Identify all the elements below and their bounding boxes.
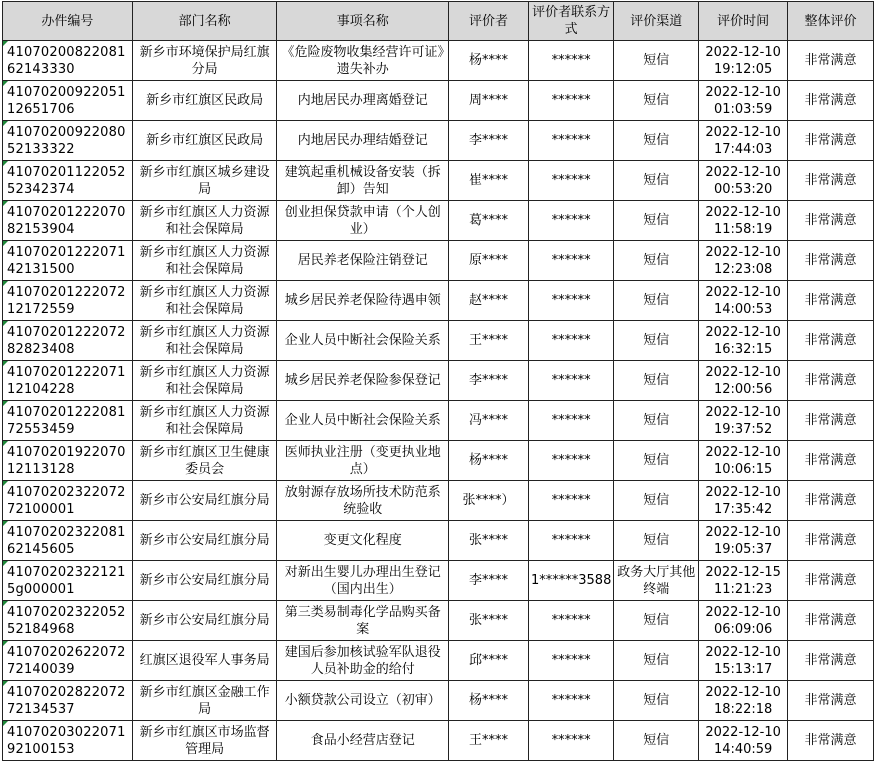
rating-cell: 非常满意 [788, 441, 874, 481]
item-cell: 对新出生婴儿办理出生登记（国内出生） [277, 561, 449, 601]
rating-cell: 非常满意 [788, 161, 874, 201]
department-cell: 新乡市红旗区人力资源和社会保障局 [132, 401, 277, 441]
id-text: 4107020092205112651706 [7, 84, 126, 117]
id-cell [3, 441, 133, 481]
table-row [3, 561, 874, 601]
id-text: 4107020112205252342374 [7, 164, 126, 197]
evaluator-cell: 崔**** [449, 161, 529, 201]
rating-cell: 非常满意 [788, 601, 874, 641]
time-cell: 2022-12-10 19:12:05 [699, 41, 788, 81]
department-cell: 新乡市公安局红旗分局 [132, 561, 277, 601]
contact-cell: ****** [528, 281, 613, 321]
rating-cell: 非常满意 [788, 241, 874, 281]
contact-cell: ****** [528, 681, 613, 721]
id-cell [3, 601, 133, 641]
rating-cell: 非常满意 [788, 321, 874, 361]
cell-note-marker-icon [3, 721, 8, 726]
contact-cell: ****** [528, 121, 613, 161]
rating-cell: 非常满意 [788, 41, 874, 81]
item-cell: 内地居民办理离婚登记 [277, 81, 449, 121]
id-text: 4107020302207192100153 [7, 724, 126, 757]
id-cell [3, 361, 133, 401]
evaluator-cell: 冯**** [449, 401, 529, 441]
evaluator-cell: 杨**** [449, 41, 529, 81]
contact-cell: ****** [528, 81, 613, 121]
rating-cell: 非常满意 [788, 721, 874, 761]
time-cell: 2022-12-10 15:13:17 [699, 641, 788, 681]
table-row [3, 521, 874, 561]
cell-note-marker-icon [3, 361, 8, 366]
contact-cell: ****** [528, 721, 613, 761]
id-text: 4107020122207212172559 [7, 284, 126, 317]
rating-cell: 非常满意 [788, 521, 874, 561]
id-text: 4107020122207082153904 [7, 204, 126, 237]
evaluator-cell: 张**** [449, 521, 529, 561]
channel-cell: 短信 [614, 281, 699, 321]
id-text: 4107020092208052133322 [7, 124, 126, 157]
item-cell: 《危险废物收集经营许可证》遗失补办 [277, 41, 449, 81]
time-cell: 2022-12-10 17:44:03 [699, 121, 788, 161]
id-text: 4107020262207272140039 [7, 644, 126, 677]
department-cell: 新乡市红旗区人力资源和社会保障局 [132, 321, 277, 361]
table-row [3, 121, 874, 161]
id-cell [3, 401, 133, 441]
item-cell: 企业人员中断社会保险关系 [277, 321, 449, 361]
id-text: 4107020082208162143330 [7, 44, 126, 77]
evaluator-cell: 张****） [449, 481, 529, 521]
id-text: 4107020122208172553459 [7, 404, 126, 437]
evaluator-cell: 杨**** [449, 441, 529, 481]
header-evaluator: 评价者 [449, 2, 529, 41]
table-row [3, 641, 874, 681]
id-cell [3, 121, 133, 161]
id-text: 410702023221215g000001 [7, 564, 126, 597]
id-text: 4107020122207112104228 [7, 364, 126, 397]
evaluator-cell: 李**** [449, 121, 529, 161]
table-row [3, 481, 874, 521]
item-cell: 城乡居民养老保险待遇申领 [277, 281, 449, 321]
header-department: 部门名称 [132, 2, 277, 41]
channel-cell: 短信 [614, 361, 699, 401]
department-cell: 新乡市红旗区民政局 [132, 81, 277, 121]
table-row [3, 401, 874, 441]
department-cell: 新乡市红旗区市场监督管理局 [132, 721, 277, 761]
contact-cell: ****** [528, 521, 613, 561]
id-cell [3, 641, 133, 681]
rating-cell: 非常满意 [788, 81, 874, 121]
evaluator-cell: 张**** [449, 601, 529, 641]
time-cell: 2022-12-10 01:03:59 [699, 81, 788, 121]
item-cell: 小额贷款公司设立（初审） [277, 681, 449, 721]
item-cell: 变更文化程度 [277, 521, 449, 561]
department-cell: 新乡市红旗区人力资源和社会保障局 [132, 281, 277, 321]
cell-note-marker-icon [3, 401, 8, 406]
contact-cell: ****** [528, 41, 613, 81]
header-row [3, 2, 874, 41]
time-cell: 2022-12-10 19:37:52 [699, 401, 788, 441]
channel-cell: 短信 [614, 121, 699, 161]
header-channel: 评价渠道 [614, 2, 699, 41]
department-cell: 新乡市公安局红旗分局 [132, 521, 277, 561]
cell-note-marker-icon [3, 601, 8, 606]
time-cell: 2022-12-10 06:09:06 [699, 601, 788, 641]
time-cell: 2022-12-10 17:35:42 [699, 481, 788, 521]
cell-note-marker-icon [3, 201, 8, 206]
item-cell: 食品小经营店登记 [277, 721, 449, 761]
cell-note-marker-icon [3, 441, 8, 446]
id-cell [3, 201, 133, 241]
channel-cell: 短信 [614, 521, 699, 561]
channel-cell: 短信 [614, 601, 699, 641]
cell-note-marker-icon [3, 641, 8, 646]
table-row [3, 41, 874, 81]
department-cell: 新乡市红旗区人力资源和社会保障局 [132, 361, 277, 401]
evaluator-cell: 邱**** [449, 641, 529, 681]
contact-cell: ****** [528, 361, 613, 401]
department-cell: 红旗区退役军人事务局 [132, 641, 277, 681]
channel-cell: 短信 [614, 321, 699, 361]
department-cell: 新乡市红旗区人力资源和社会保障局 [132, 201, 277, 241]
cell-note-marker-icon [3, 241, 8, 246]
channel-cell: 短信 [614, 681, 699, 721]
department-cell: 新乡市红旗区城乡建设局 [132, 161, 277, 201]
id-cell [3, 681, 133, 721]
id-cell [3, 481, 133, 521]
item-cell: 建国后参加核试验军队退役人员补助金的给付 [277, 641, 449, 681]
time-cell: 2022-12-10 11:58:19 [699, 201, 788, 241]
time-cell: 2022-12-10 18:22:18 [699, 681, 788, 721]
cell-note-marker-icon [3, 281, 8, 286]
item-cell: 城乡居民养老保险参保登记 [277, 361, 449, 401]
header-contact: 评价者联系方式 [528, 2, 613, 41]
id-text: 4107020282207272134537 [7, 684, 126, 717]
contact-cell: 1******3588 [528, 561, 613, 601]
channel-cell: 短信 [614, 721, 699, 761]
channel-cell: 短信 [614, 241, 699, 281]
rating-cell: 非常满意 [788, 201, 874, 241]
table-row [3, 161, 874, 201]
contact-cell: ****** [528, 441, 613, 481]
time-cell: 2022-12-10 10:06:15 [699, 441, 788, 481]
contact-cell: ****** [528, 481, 613, 521]
rating-cell: 非常满意 [788, 561, 874, 601]
table-row [3, 281, 874, 321]
channel-cell: 短信 [614, 81, 699, 121]
channel-cell: 短信 [614, 41, 699, 81]
cell-note-marker-icon [3, 81, 8, 86]
item-cell: 企业人员中断社会保险关系 [277, 401, 449, 441]
id-text: 4107020232208162145605 [7, 524, 126, 557]
header-rating: 整体评价 [788, 2, 874, 41]
contact-cell: ****** [528, 601, 613, 641]
channel-cell: 短信 [614, 481, 699, 521]
id-text: 4107020232207272100001 [7, 484, 126, 517]
id-cell [3, 241, 133, 281]
rating-cell: 非常满意 [788, 361, 874, 401]
evaluator-cell: 李**** [449, 561, 529, 601]
rating-cell: 非常满意 [788, 121, 874, 161]
header-item: 事项名称 [277, 2, 449, 41]
department-cell: 新乡市红旗区金融工作局 [132, 681, 277, 721]
rating-cell: 非常满意 [788, 681, 874, 721]
id-cell [3, 161, 133, 201]
contact-cell: ****** [528, 241, 613, 281]
department-cell: 新乡市红旗区卫生健康委员会 [132, 441, 277, 481]
time-cell: 2022-12-15 11:21:23 [699, 561, 788, 601]
item-cell: 医师执业注册（变更执业地点） [277, 441, 449, 481]
table-row [3, 721, 874, 761]
id-cell [3, 561, 133, 601]
id-cell [3, 41, 133, 81]
evaluator-cell: 杨**** [449, 681, 529, 721]
id-cell [3, 321, 133, 361]
evaluator-cell: 周**** [449, 81, 529, 121]
time-cell: 2022-12-10 19:05:37 [699, 521, 788, 561]
id-text: 4107020192207012113128 [7, 444, 126, 477]
id-text: 4107020122207142131500 [7, 244, 126, 277]
contact-cell: ****** [528, 641, 613, 681]
table-row [3, 361, 874, 401]
evaluator-cell: 王**** [449, 321, 529, 361]
channel-cell: 短信 [614, 401, 699, 441]
evaluation-table [2, 1, 874, 761]
item-cell: 第三类易制毒化学品购买备案 [277, 601, 449, 641]
time-cell: 2022-12-10 14:00:53 [699, 281, 788, 321]
table-row [3, 201, 874, 241]
evaluator-cell: 李**** [449, 361, 529, 401]
header-time: 评价时间 [699, 2, 788, 41]
channel-cell: 短信 [614, 161, 699, 201]
channel-cell: 短信 [614, 201, 699, 241]
id-text: 4107020122207282823408 [7, 324, 126, 357]
id-text: 4107020232205252184968 [7, 604, 126, 637]
evaluator-cell: 赵**** [449, 281, 529, 321]
cell-note-marker-icon [3, 481, 8, 486]
department-cell: 新乡市环境保护局红旗分局 [132, 41, 277, 81]
table-row [3, 321, 874, 361]
table-row [3, 441, 874, 481]
evaluator-cell: 原**** [449, 241, 529, 281]
cell-note-marker-icon [3, 681, 8, 686]
item-cell: 创业担保贷款申请（个人创业） [277, 201, 449, 241]
cell-note-marker-icon [3, 321, 8, 326]
department-cell: 新乡市公安局红旗分局 [132, 481, 277, 521]
time-cell: 2022-12-10 00:53:20 [699, 161, 788, 201]
contact-cell: ****** [528, 321, 613, 361]
department-cell: 新乡市红旗区人力资源和社会保障局 [132, 241, 277, 281]
table-row [3, 81, 874, 121]
cell-note-marker-icon [3, 161, 8, 166]
table-row [3, 681, 874, 721]
id-cell [3, 521, 133, 561]
channel-cell: 短信 [614, 641, 699, 681]
time-cell: 2022-12-10 12:00:56 [699, 361, 788, 401]
id-cell [3, 281, 133, 321]
contact-cell: ****** [528, 401, 613, 441]
cell-note-marker-icon [3, 41, 8, 46]
rating-cell: 非常满意 [788, 401, 874, 441]
evaluator-cell: 王**** [449, 721, 529, 761]
department-cell: 新乡市红旗区民政局 [132, 121, 277, 161]
item-cell: 建筑起重机械设备安装（拆卸）告知 [277, 161, 449, 201]
cell-note-marker-icon [3, 121, 8, 126]
rating-cell: 非常满意 [788, 641, 874, 681]
item-cell: 放射源存放场所技术防范系统验收 [277, 481, 449, 521]
header-id: 办件编号 [3, 2, 133, 41]
time-cell: 2022-12-10 16:32:15 [699, 321, 788, 361]
cell-note-marker-icon [3, 561, 8, 566]
rating-cell: 非常满意 [788, 281, 874, 321]
item-cell: 居民养老保险注销登记 [277, 241, 449, 281]
time-cell: 2022-12-10 14:40:59 [699, 721, 788, 761]
table-row [3, 601, 874, 641]
id-cell [3, 81, 133, 121]
id-cell [3, 721, 133, 761]
evaluator-cell: 葛**** [449, 201, 529, 241]
time-cell: 2022-12-10 12:23:08 [699, 241, 788, 281]
table-row [3, 241, 874, 281]
channel-cell: 政务大厅其他终端 [614, 561, 699, 601]
rating-cell: 非常满意 [788, 481, 874, 521]
contact-cell: ****** [528, 161, 613, 201]
item-cell: 内地居民办理结婚登记 [277, 121, 449, 161]
department-cell: 新乡市公安局红旗分局 [132, 601, 277, 641]
channel-cell: 短信 [614, 441, 699, 481]
cell-note-marker-icon [3, 521, 8, 526]
contact-cell: ****** [528, 201, 613, 241]
